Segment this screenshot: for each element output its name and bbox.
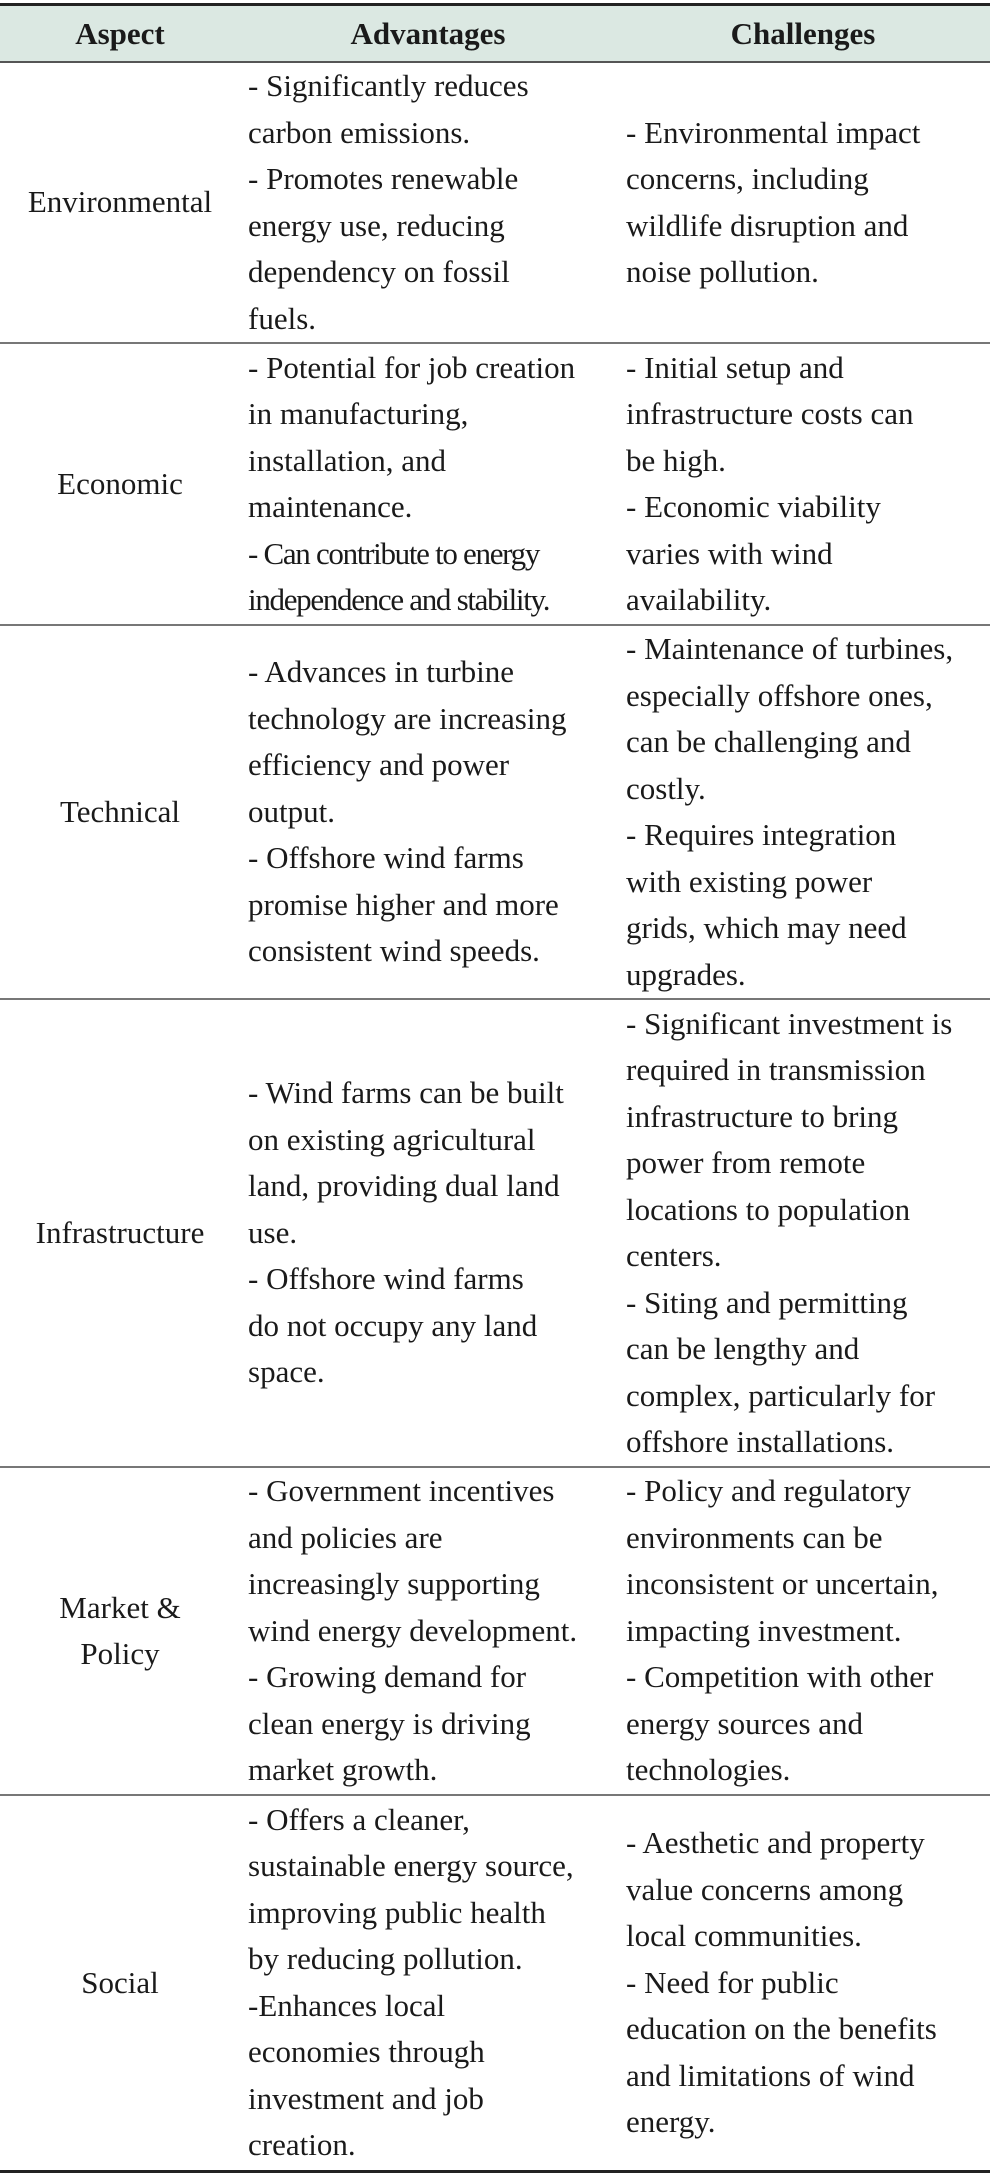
cell-line: locations to population	[626, 1191, 911, 1227]
cell-line: education on the benefits	[626, 2011, 937, 2046]
advantages-cell	[240, 625, 616, 999]
cell-line: fuels.	[248, 300, 317, 336]
cell-line: independence and stability.	[248, 582, 550, 617]
aspect-label: Environmental	[27, 184, 213, 220]
table-row	[0, 1795, 990, 2171]
cell-line: energy sources and	[626, 1705, 864, 1741]
cell-line: infrastructure costs can	[626, 396, 914, 431]
cell-line: complex, particularly for	[626, 1377, 936, 1413]
aspect-label-line: Market &	[59, 1589, 181, 1625]
cell-line: - Government incentives	[248, 1473, 555, 1509]
cell-line: - Can contribute to energy	[248, 535, 540, 571]
cell-line: investment and job	[248, 2080, 484, 2116]
cell-line: availability.	[626, 582, 772, 617]
cell-line: do not occupy any land	[248, 1307, 538, 1343]
cell-line: inconsistent or uncertain,	[626, 1566, 939, 1602]
cell-line: and limitations of wind	[626, 2057, 915, 2093]
cell-line: - Environmental impact	[626, 114, 921, 150]
cell-line: - Aesthetic and property	[626, 1825, 925, 1860]
cell-line: -Enhances local	[248, 1987, 446, 2023]
header-advantages: Advantages	[240, 5, 616, 63]
cell-line: promise higher and more	[248, 886, 559, 922]
cell-line: offshore installations.	[626, 1424, 895, 1459]
cell-line: power from remote	[626, 1145, 866, 1180]
cell-line: - Competition with other	[626, 1659, 934, 1695]
cell-line: - Promotes renewable	[248, 161, 519, 196]
advantages-cell	[240, 1467, 616, 1795]
aspect-cell	[0, 343, 240, 625]
cell-line: energy.	[626, 2104, 716, 2139]
advantages-cell	[240, 1795, 616, 2171]
table-header	[0, 5, 990, 63]
cell-line: and policies are	[248, 1519, 443, 1555]
cell-line: use.	[248, 1214, 298, 1250]
cell-line: noise pollution.	[626, 254, 819, 289]
cell-line: improving public health	[248, 1894, 546, 1930]
cell-line: can be lengthy and	[626, 1331, 860, 1366]
cell-line: varies with wind	[626, 535, 833, 571]
challenges-cell	[616, 625, 990, 999]
challenges-cell	[616, 62, 990, 343]
cell-line: clean energy is driving	[248, 1705, 531, 1741]
aspect-cell	[0, 62, 240, 343]
cell-line: land, providing dual land	[248, 1168, 560, 1204]
cell-line: creation.	[248, 2127, 356, 2163]
wind-energy-comparison-table	[0, 3, 990, 2173]
advantages-cell	[240, 62, 616, 343]
cell-line: technologies.	[626, 1752, 791, 1788]
cell-line: - Potential for job creation	[248, 349, 576, 385]
cell-line: wind energy development.	[248, 1612, 578, 1648]
cell-line: maintenance.	[248, 489, 413, 524]
cell-line: - Siting and permitting	[626, 1284, 908, 1320]
table-row	[0, 625, 990, 999]
cell-line: costly.	[626, 770, 706, 806]
cell-line: centers.	[626, 1238, 722, 1273]
cell-line: efficiency and power	[248, 747, 510, 783]
cell-line: technology are increasing	[248, 700, 567, 736]
cell-line: impacting investment.	[626, 1612, 902, 1648]
aspect-label: Economic	[57, 465, 183, 501]
table-row	[0, 999, 990, 1467]
cell-line: economies through	[248, 2034, 485, 2070]
cell-line: in manufacturing,	[248, 396, 469, 431]
cell-line: - Need for public	[626, 1964, 839, 2000]
cell-line: - Significant investment is	[626, 1005, 953, 1041]
cell-line: infrastructure to bring	[626, 1098, 899, 1134]
cell-line: carbon emissions.	[248, 114, 471, 150]
table-row	[0, 62, 990, 343]
aspect-label: Technical	[59, 793, 181, 829]
aspect-label: Social	[81, 1964, 159, 2000]
cell-line: - Offshore wind farms	[248, 840, 524, 876]
aspect-label: Infrastructure	[35, 1214, 205, 1250]
cell-line: - Economic viability	[626, 489, 881, 524]
aspect-cell	[0, 1795, 240, 2171]
cell-line: - Advances in turbine	[248, 654, 515, 690]
cell-line: with existing power	[626, 863, 873, 899]
cell-line: output.	[248, 793, 335, 829]
header-challenges: Challenges	[616, 5, 990, 63]
cell-line: wildlife disruption and	[626, 207, 909, 243]
cell-line: upgrades.	[626, 956, 746, 992]
table-row	[0, 1467, 990, 1795]
cell-line: by reducing pollution.	[248, 1941, 523, 1977]
cell-line: - Maintenance of turbines,	[626, 631, 954, 666]
cell-line: concerns, including	[626, 161, 869, 196]
cell-line: dependency on fossil	[248, 254, 510, 289]
aspect-cell	[0, 999, 240, 1467]
cell-line: local communities.	[626, 1918, 862, 1953]
cell-line: space.	[248, 1354, 325, 1390]
cell-line: - Wind farms can be built	[248, 1075, 564, 1111]
challenges-cell	[616, 1795, 990, 2171]
cell-line: value concerns among	[626, 1871, 904, 1907]
challenges-cell	[616, 1467, 990, 1795]
advantages-cell	[240, 343, 616, 625]
cell-line: - Significantly reduces	[248, 68, 529, 103]
cell-line: installation, and	[248, 442, 447, 478]
cell-line: environments can be	[626, 1519, 883, 1555]
cell-line: on existing agricultural	[248, 1121, 536, 1157]
cell-line: required in transmission	[626, 1052, 926, 1087]
cell-line: - Offers a cleaner,	[248, 1801, 470, 1837]
cell-line: market growth.	[248, 1752, 438, 1788]
cell-line: grids, which may need	[626, 910, 907, 945]
aspect-label-line: Policy	[80, 1636, 160, 1671]
cell-line: - Offshore wind farms	[248, 1261, 524, 1297]
cell-line: especially offshore ones,	[626, 677, 933, 713]
cell-line: - Initial setup and	[626, 349, 844, 385]
cell-line: - Policy and regulatory	[626, 1473, 911, 1509]
advantages-cell	[240, 999, 616, 1467]
cell-line: - Requires integration	[626, 817, 897, 852]
aspect-cell	[0, 625, 240, 999]
header-row	[0, 5, 990, 63]
challenges-cell	[616, 343, 990, 625]
cell-line: increasingly supporting	[248, 1566, 540, 1602]
cell-line: sustainable energy source,	[248, 1848, 574, 1884]
table-body	[0, 62, 990, 2171]
challenges-cell	[616, 999, 990, 1467]
cell-line: can be challenging and	[626, 724, 911, 759]
cell-line: consistent wind speeds.	[248, 933, 540, 969]
aspect-cell	[0, 1467, 240, 1795]
table-row	[0, 343, 990, 625]
cell-line: - Growing demand for	[248, 1659, 527, 1695]
cell-line: be high.	[626, 442, 726, 478]
header-aspect: Aspect	[0, 5, 240, 63]
comparison-table-container	[0, 3, 990, 2173]
cell-line: energy use, reducing	[248, 207, 505, 243]
